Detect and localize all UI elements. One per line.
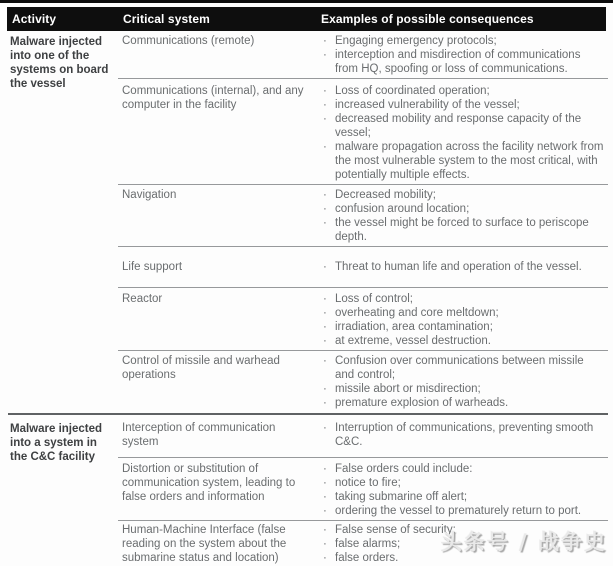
consequence-item bbox=[323, 188, 606, 202]
consequence-text: Loss of control; bbox=[335, 293, 413, 305]
consequence-text: taking submarine off alert; bbox=[335, 491, 468, 503]
consequence-item bbox=[323, 216, 606, 244]
consequence-text: Interruption of communications, preventing smooth C&C. bbox=[335, 422, 594, 448]
consequence-item bbox=[323, 292, 606, 306]
table-row bbox=[118, 415, 608, 457]
consequence-text: confusion around location; bbox=[335, 203, 470, 215]
consequence-text: False sense of security; bbox=[335, 524, 456, 536]
consequence-text: overheating and core meltdown; bbox=[335, 307, 499, 319]
consequence-text: missile abort or misdirection; bbox=[335, 383, 481, 395]
bullet-icon: · bbox=[323, 49, 327, 61]
consequence-item bbox=[323, 112, 606, 140]
bullet-icon: · bbox=[323, 335, 327, 347]
consequence-item bbox=[323, 48, 606, 76]
critical-system-cell: Distortion or substitution of communication system, leading to false orders and information bbox=[122, 463, 296, 503]
activity-group bbox=[0, 31, 613, 413]
consequence-text: decreased mobility and response capacity of the vessel; bbox=[335, 113, 582, 139]
consequence-text: the vessel might be forced to surface to periscope depth. bbox=[335, 217, 589, 243]
bullet-icon: · bbox=[323, 35, 327, 47]
consequence-text: interception and misdirection of communications from HQ, spoofing or loss of communications. bbox=[335, 49, 581, 75]
consequences-cell bbox=[316, 462, 608, 518]
bullet-icon: · bbox=[323, 99, 327, 111]
table-row bbox=[118, 457, 608, 520]
consequences-cell bbox=[316, 354, 608, 411]
table-row bbox=[118, 246, 608, 287]
table-row bbox=[118, 287, 608, 350]
table-header-row bbox=[7, 7, 606, 31]
table-row bbox=[118, 350, 608, 413]
consequences-cell bbox=[316, 34, 608, 76]
table-body bbox=[0, 31, 613, 566]
consequence-item bbox=[323, 202, 606, 216]
critical-system-cell: Navigation bbox=[122, 189, 177, 201]
table-row bbox=[118, 78, 608, 184]
consequences-cell bbox=[316, 260, 608, 285]
consequence-text: false orders. bbox=[335, 552, 399, 564]
consequence-text: notice to fire; bbox=[335, 477, 401, 489]
consequence-text: at extreme, vessel destruction. bbox=[335, 335, 491, 347]
column-header-critical-system: Critical system bbox=[123, 12, 210, 26]
consequence-text: False orders could include: bbox=[335, 463, 473, 475]
critical-system-cell: Life support bbox=[122, 261, 183, 273]
bullet-icon: · bbox=[323, 477, 327, 489]
bullet-icon: · bbox=[323, 293, 327, 305]
consequence-item bbox=[323, 490, 606, 504]
consequence-text: Loss of coordinated operation; bbox=[335, 85, 490, 97]
consequence-item bbox=[323, 462, 606, 476]
consequence-item bbox=[323, 320, 606, 334]
critical-system-cell: Control of missile and warhead operations bbox=[122, 355, 280, 381]
consequence-item bbox=[323, 504, 606, 518]
bullet-icon: · bbox=[323, 505, 327, 517]
consequences-cell bbox=[316, 292, 608, 348]
consequences-cell bbox=[316, 188, 608, 244]
critical-system-cell: Reactor bbox=[122, 293, 163, 305]
consequence-item bbox=[323, 140, 606, 182]
consequence-text: false alarms; bbox=[335, 538, 401, 550]
consequence-item bbox=[323, 334, 606, 348]
consequence-text: increased vulnerability of the vessel; bbox=[335, 99, 520, 111]
consequence-item bbox=[323, 382, 606, 396]
group-rows bbox=[118, 31, 608, 413]
consequence-item bbox=[323, 34, 606, 48]
consequences-cell bbox=[316, 84, 608, 182]
consequence-text: Threat to human life and operation of the vessel. bbox=[335, 261, 582, 273]
consequences-cell bbox=[316, 421, 608, 455]
bullet-icon: · bbox=[323, 491, 327, 503]
bullet-icon: · bbox=[323, 552, 327, 564]
activity-cell: Malware injected into one of the systems on board the vessel bbox=[10, 36, 109, 90]
consequence-text: malware propagation across the facility network from the most vulnerable system to the most critical, with potentially multiple effects. bbox=[335, 141, 604, 181]
consequence-item bbox=[323, 354, 606, 382]
consequence-text: Decreased mobility; bbox=[335, 189, 436, 201]
column-header-activity: Activity bbox=[12, 12, 57, 26]
bullet-icon: · bbox=[323, 321, 327, 333]
bullet-icon: · bbox=[323, 261, 327, 273]
bullet-icon: · bbox=[323, 383, 327, 395]
bullet-icon: · bbox=[323, 217, 327, 229]
consequence-item bbox=[323, 260, 606, 274]
bullet-icon: · bbox=[323, 397, 327, 409]
consequence-item bbox=[323, 421, 606, 449]
consequence-item bbox=[323, 98, 606, 112]
critical-system-cell: Human-Machine Interface (false reading on the system about the submarine status and location) bbox=[122, 524, 287, 564]
consequence-item bbox=[323, 306, 606, 320]
consequence-text: Engaging emergency protocols; bbox=[335, 35, 497, 47]
bullet-icon: · bbox=[323, 203, 327, 215]
bullet-icon: · bbox=[323, 141, 327, 153]
bullet-icon: · bbox=[323, 307, 327, 319]
table-row bbox=[118, 31, 608, 78]
consequence-text: ordering the vessel to prematurely return to port. bbox=[335, 505, 582, 517]
column-header-consequences: Examples of possible consequences bbox=[321, 12, 534, 26]
bullet-icon: · bbox=[323, 355, 327, 367]
consequence-text: irradiation, area contamination; bbox=[335, 321, 493, 333]
consequence-item bbox=[323, 476, 606, 490]
critical-system-cell: Communications (remote) bbox=[122, 35, 255, 47]
consequence-item bbox=[323, 84, 606, 98]
bullet-icon: · bbox=[323, 538, 327, 550]
bullet-icon: · bbox=[323, 422, 327, 434]
consequence-text: Confusion over communications between missile and control; bbox=[335, 355, 584, 381]
table-row bbox=[118, 184, 608, 246]
bullet-icon: · bbox=[323, 189, 327, 201]
watermark-text: 头条号 / 战争史 bbox=[440, 530, 607, 554]
activity-cell: Malware injected into a system in the C&C facility bbox=[10, 423, 103, 463]
critical-system-cell: Interception of communication system bbox=[122, 422, 276, 448]
bullet-icon: · bbox=[323, 524, 327, 536]
consequence-item bbox=[323, 396, 606, 410]
consequence-text: premature explosion of warheads. bbox=[335, 397, 509, 409]
bullet-icon: · bbox=[323, 85, 327, 97]
bullet-icon: · bbox=[323, 113, 327, 125]
bullet-icon: · bbox=[323, 463, 327, 475]
critical-system-cell: Communications (internal), and any computer in the facility bbox=[122, 85, 304, 111]
